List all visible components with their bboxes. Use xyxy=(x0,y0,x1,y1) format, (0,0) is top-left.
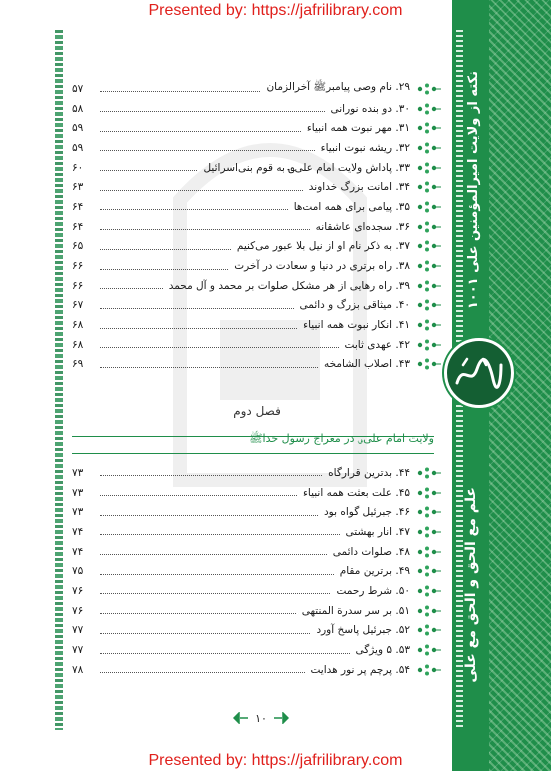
section-rule-bottom xyxy=(72,453,434,454)
toc-bullet xyxy=(412,663,442,677)
bullet-ornament-icon xyxy=(416,584,442,598)
toc-entry-page: ۷۳ xyxy=(72,466,84,479)
toc-bullet xyxy=(412,505,442,519)
toc-bullet xyxy=(412,102,442,116)
toc-bullet xyxy=(412,141,442,155)
bullet-ornament-icon xyxy=(416,604,442,618)
toc-entry-title: ۵۲. جبرئیل پاسخ آورد xyxy=(316,624,410,637)
toc-entry-title: ۴۵. علت بعثت همه انبیاء xyxy=(302,486,410,499)
toc-entry-title: ۳۱. مهر نبوت همه انبیاء xyxy=(306,122,410,135)
toc-entry-title: ۵۰. شرط رحمت xyxy=(336,584,410,597)
toc-leader-dots xyxy=(100,150,315,151)
toc-leader-dots xyxy=(100,249,231,250)
toc-entry-title: ۵۱. بر سر سدرة المنتهی xyxy=(301,604,410,617)
toc-entry-page: ۷۴ xyxy=(72,525,84,538)
toc-leader-dots xyxy=(100,515,318,516)
toc-entry-title: ۴۱. انکار نبوت همه انبیاء xyxy=(303,319,410,332)
calligraphy-emblem-icon xyxy=(444,338,514,408)
toc-entry[interactable] xyxy=(72,197,442,217)
ornament-left-icon xyxy=(233,712,249,724)
page-number: ۱۰ xyxy=(255,711,267,725)
bullet-ornament-icon xyxy=(416,623,442,637)
toc-entry[interactable] xyxy=(72,335,442,355)
watermark-top: Presented by: https://jafrilibrary.com xyxy=(148,2,403,19)
toc-leader-dots xyxy=(100,554,327,555)
toc-leader-dots xyxy=(100,574,334,575)
bullet-ornament-icon xyxy=(416,82,442,96)
bullet-ornament-icon xyxy=(416,643,442,657)
bullet-ornament-icon xyxy=(416,525,442,539)
toc-entry-page: ۶۴ xyxy=(72,220,84,233)
toc-leader-dots xyxy=(100,653,350,654)
bullet-ornament-icon xyxy=(416,220,442,234)
toc-entry[interactable] xyxy=(72,217,442,237)
toc-entry-page: ۶۸ xyxy=(72,338,84,351)
toc-bullet xyxy=(412,545,442,559)
bullet-ornament-icon xyxy=(416,161,442,175)
toc-entry-page: ۶۶ xyxy=(72,260,84,273)
book-subtitle-text: علم مع الحق و الحق مع علی xyxy=(463,487,479,683)
bullet-ornament-icon xyxy=(416,141,442,155)
toc-bullet xyxy=(412,604,442,618)
toc-leader-dots xyxy=(100,190,303,191)
toc-entry-title: ۵۳. ۵ ویژگی xyxy=(355,644,410,657)
toc-entry-page: ۷۵ xyxy=(72,565,84,578)
toc-entry-title: ۳۵. پیامی برای همه امت‌ها xyxy=(293,200,410,213)
toc-entry-page: ۷۶ xyxy=(72,584,84,597)
toc-entry-title: ۳۳. پاداش ولایت امام علی؈ به قوم بنی‌اسرائیل xyxy=(203,161,410,174)
toc-bullet xyxy=(412,279,442,293)
bullet-ornament-icon xyxy=(416,102,442,116)
toc-bullet xyxy=(412,121,442,135)
toc-entry-title: ۳۲. ریشه نبوت انبیاء xyxy=(320,141,410,154)
toc-entry-page: ۶۳ xyxy=(72,181,84,194)
toc-bullet xyxy=(412,161,442,175)
toc-entry[interactable] xyxy=(72,79,442,99)
toc-entry-title: ۴۰. میثاقی بزرگ و دائمی xyxy=(299,299,410,312)
toc-entry[interactable] xyxy=(72,256,442,276)
toc-leader-dots xyxy=(100,308,294,309)
toc-entry[interactable] xyxy=(72,502,442,522)
toc-entry-title: ۴۲. عهدی ثابت xyxy=(344,338,410,351)
toc-entry-title: ۳۹. راه رهایی از هر مشکل صلوات بر محمد و آل محمد xyxy=(168,279,410,292)
toc-bullet xyxy=(412,623,442,637)
toc-leader-dots xyxy=(100,229,310,230)
toc-leader-dots xyxy=(100,613,296,614)
toc-leader-dots xyxy=(100,495,297,496)
toc-entry[interactable] xyxy=(72,99,442,119)
toc-entry-page: ۵۸ xyxy=(72,102,84,115)
toc-entry-title: ۳۷. به ذکر نام او از نیل بلا عبور می‌کنیم xyxy=(236,240,410,253)
toc-entry-page: ۷۸ xyxy=(72,663,84,676)
bullet-ornament-icon xyxy=(416,200,442,214)
toc-entry[interactable] xyxy=(72,276,442,296)
book-title-text: ۱۰۰۱ نکته از ولایت امیرالمؤمنین علی xyxy=(465,70,481,310)
bullet-ornament-icon xyxy=(416,357,442,371)
section-title: ولایت امام علی؈ در معراج رسول خداﷺ xyxy=(249,432,434,445)
toc-bullet xyxy=(412,564,442,578)
bullet-ornament-icon xyxy=(416,180,442,194)
chapter-label: فصل دوم xyxy=(233,404,281,418)
toc-leader-dots xyxy=(100,534,340,535)
page-footer xyxy=(226,708,296,728)
toc-entry-page: ۷۳ xyxy=(72,486,84,499)
book-subtitle-vertical xyxy=(459,440,483,730)
toc-entry[interactable] xyxy=(72,601,442,621)
toc-entry[interactable] xyxy=(72,355,442,375)
toc-entry-page: ۷۷ xyxy=(72,644,84,657)
toc-entry-title: ۴۴. بدترین قرارگاه xyxy=(328,466,410,479)
toc-list-part2 xyxy=(72,463,442,680)
bullet-ornament-icon xyxy=(416,298,442,312)
bullet-ornament-icon xyxy=(416,259,442,273)
toc-entry[interactable] xyxy=(72,660,442,680)
toc-entry-title: ۵۴. پرچم پر نور هدایت xyxy=(310,663,410,676)
toc-list-part1 xyxy=(72,79,442,374)
toc-leader-dots xyxy=(100,209,288,210)
toc-leader-dots xyxy=(100,328,297,329)
toc-entry[interactable] xyxy=(72,621,442,641)
toc-entry[interactable] xyxy=(72,542,442,562)
bullet-ornament-icon xyxy=(416,338,442,352)
toc-bullet xyxy=(412,466,442,480)
toc-leader-dots xyxy=(100,367,318,368)
toc-leader-dots xyxy=(100,288,163,289)
toc-bullet xyxy=(412,486,442,500)
toc-entry-page: ۷۶ xyxy=(72,604,84,617)
book-title-vertical xyxy=(463,30,483,350)
toc-entry-page: ۶۸ xyxy=(72,319,84,332)
watermark-bottom: Presented by: https://jafrilibrary.com xyxy=(148,752,403,769)
toc-entry-page: ۶۷ xyxy=(72,299,84,312)
toc-bullet xyxy=(412,200,442,214)
toc-leader-dots xyxy=(100,593,330,594)
toc-leader-dots xyxy=(100,111,325,112)
toc-bullet xyxy=(412,525,442,539)
toc-entry-title: ۳۴. امانت بزرگ خداوند xyxy=(308,181,410,194)
toc-entry[interactable] xyxy=(72,640,442,660)
toc-entry-title: ۴۶. جبرئیل گواه بود xyxy=(324,506,410,519)
toc-entry-page: ۵۹ xyxy=(72,141,84,154)
toc-entry-title: ۳۰. دو بنده نورانی xyxy=(330,102,410,115)
toc-bullet xyxy=(412,357,442,371)
toc-entry[interactable] xyxy=(72,138,442,158)
toc-entry[interactable] xyxy=(72,237,442,257)
toc-entry-title: ۲۹. نام وصی پیامبرﷺ آخرالزمان xyxy=(266,81,410,94)
bullet-ornament-icon xyxy=(416,663,442,677)
toc-leader-dots xyxy=(100,131,301,132)
toc-bullet xyxy=(412,643,442,657)
bullet-ornament-icon xyxy=(416,486,442,500)
toc-bullet xyxy=(412,239,442,253)
toc-entry-page: ۵۹ xyxy=(72,122,84,135)
toc-bullet xyxy=(412,584,442,598)
toc-entry-page: ۶۰ xyxy=(72,161,84,174)
toc-entry[interactable] xyxy=(72,158,442,178)
bullet-ornament-icon xyxy=(416,505,442,519)
toc-entry-title: ۳۸. راه برتری در دنیا و سعادت در آخرت xyxy=(234,260,410,273)
toc-entry-title: ۴۸. صلوات دائمی xyxy=(332,545,410,558)
toc-entry-page: ۷۴ xyxy=(72,545,84,558)
toc-entry-title: ۳۶. سجده‌ای عاشقانه xyxy=(315,220,410,233)
toc-entry-page: ۷۷ xyxy=(72,624,84,637)
toc-leader-dots xyxy=(100,475,322,476)
toc-entry-page: ۶۵ xyxy=(72,240,84,253)
toc-entry-page: ۶۶ xyxy=(72,279,84,292)
toc-leader-dots xyxy=(100,347,339,348)
toc-bullet xyxy=(412,259,442,273)
toc-entry[interactable] xyxy=(72,522,442,542)
bullet-ornament-icon xyxy=(416,121,442,135)
ornament-right-icon xyxy=(273,712,289,724)
bullet-ornament-icon xyxy=(416,466,442,480)
toc-bullet xyxy=(412,180,442,194)
toc-leader-dots xyxy=(100,269,228,270)
toc-entry-page: ۷۳ xyxy=(72,506,84,519)
toc-entry[interactable] xyxy=(72,315,442,335)
bullet-ornament-icon xyxy=(416,279,442,293)
toc-entry-title: ۴۳. اصلاب الشامخه xyxy=(324,358,410,371)
bullet-ornament-icon xyxy=(416,239,442,253)
toc-entry[interactable] xyxy=(72,561,442,581)
toc-entry[interactable] xyxy=(72,177,442,197)
toc-entry-page: ۶۴ xyxy=(72,200,84,213)
toc-leader-dots xyxy=(100,170,197,171)
toc-bullet xyxy=(412,338,442,352)
bullet-ornament-icon xyxy=(416,545,442,559)
toc-bullet xyxy=(412,298,442,312)
toc-entry-page: ۶۹ xyxy=(72,358,84,371)
toc-entry-page: ۵۷ xyxy=(72,82,84,95)
toc-leader-dots xyxy=(100,633,310,634)
toc-bullet xyxy=(412,82,442,96)
toc-entry[interactable] xyxy=(72,483,442,503)
toc-entry-title: ۴۹. برترین مقام xyxy=(339,565,410,578)
toc-entry[interactable] xyxy=(72,463,442,483)
toc-entry[interactable] xyxy=(72,296,442,316)
toc-leader-dots xyxy=(100,672,305,673)
left-decorative-strip xyxy=(55,30,63,730)
toc-entry-title: ۴۷. انار بهشتی xyxy=(345,525,410,538)
toc-bullet xyxy=(412,318,442,332)
calligraphy-glyph-icon xyxy=(453,353,505,393)
toc-leader-dots xyxy=(100,91,260,92)
toc-entry[interactable] xyxy=(72,581,442,601)
toc-entry[interactable] xyxy=(72,118,442,138)
bullet-ornament-icon xyxy=(416,564,442,578)
bullet-ornament-icon xyxy=(416,318,442,332)
toc-bullet xyxy=(412,220,442,234)
